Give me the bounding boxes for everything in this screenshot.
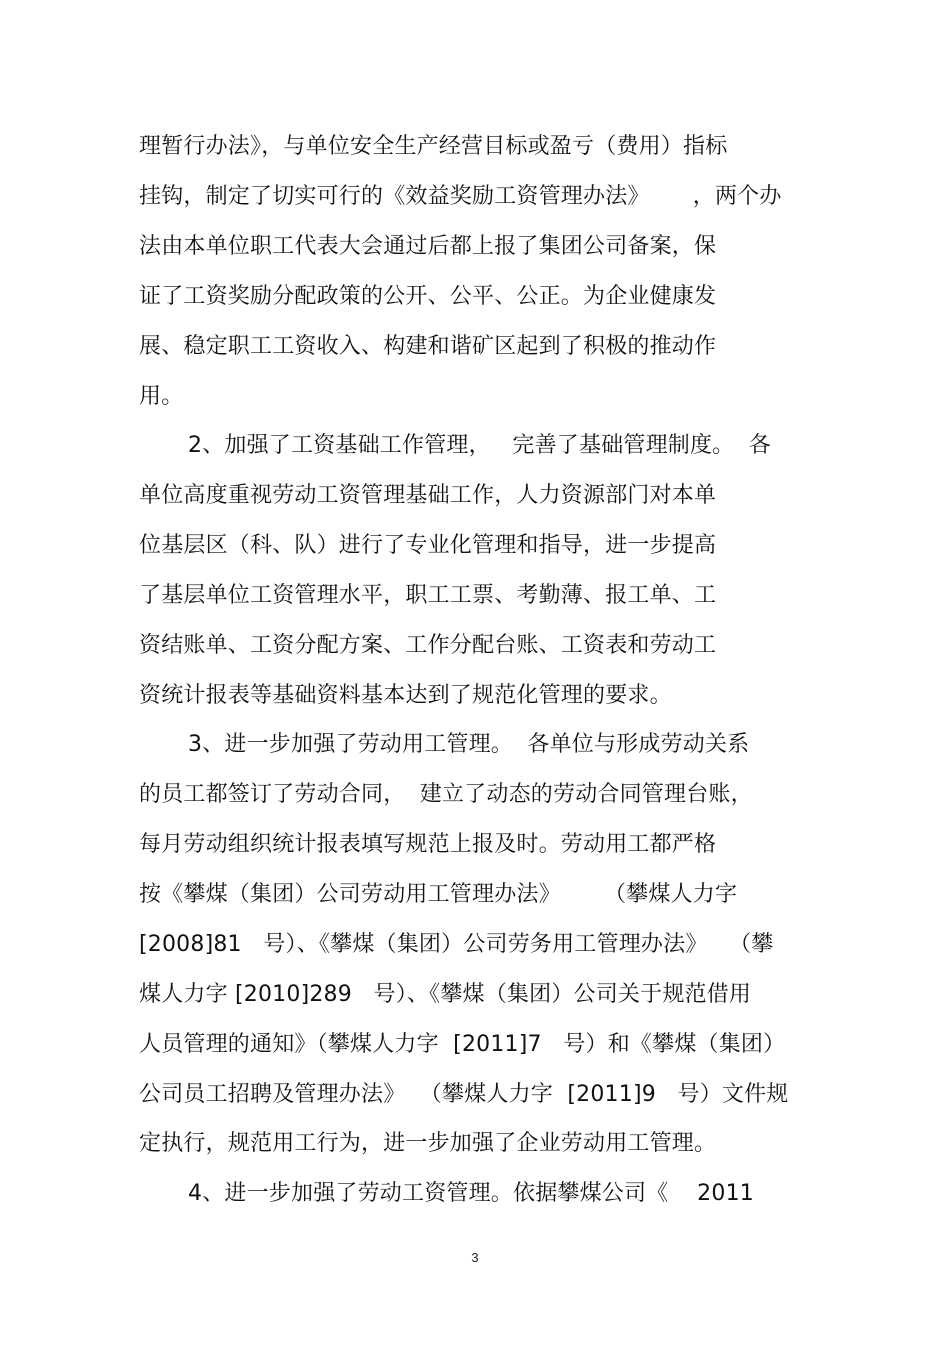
text-line: 资统计报表等基础资料基本达到了规范化管理的要求。	[139, 683, 672, 708]
text-line: 了基层单位工资管理水平，职工工票、考勤薄、报工单、工	[139, 583, 717, 608]
text-line: 每月劳动组织统计报表填写规范上报及时。劳动用工都严格	[139, 832, 717, 857]
text-line: [2008]81 号）、《攀煤（集团）公司劳务用工管理办法》 （攀	[139, 932, 774, 957]
paragraph-heading: 3、进一步加强了劳动用工管理。 各单位与形成劳动关系	[188, 732, 750, 757]
text-line: 单位高度重视劳动工资管理基础工作，人力资源部门对本单	[139, 483, 717, 508]
text-line: 煤人力字 [2010]289 号）、《攀煤（集团）公司关于规范借用	[139, 982, 752, 1007]
text-line: 公司员工招聘及管理办法》 （攀煤人力字 [2011]9 号）文件规	[139, 1082, 789, 1107]
text-line: 资结账单、工资分配方案、工作分配台账、工资表和劳动工	[139, 633, 717, 658]
text-line: 定执行，规范用工行为，进一步加强了企业劳动用工管理。	[139, 1131, 717, 1156]
text-line: 的员工都签订了劳动合同， 建立了动态的劳动合同管理台账，	[139, 782, 753, 807]
page-number: 3	[471, 1250, 479, 1265]
text-line: 按《攀煤（集团）公司劳动用工管理办法》 （攀煤人力字	[139, 882, 738, 907]
paragraph-heading: 4、进一步加强了劳动工资管理。依据攀煤公司《 2011	[188, 1181, 754, 1206]
text-line: 法由本单位职工代表大会通过后都上报了集团公司备案，保	[139, 234, 717, 259]
text-line: 展、稳定职工工资收入、构建和谐矿区起到了积极的推动作	[139, 334, 717, 359]
paragraph-heading: 2、加强了工资基础工作管理， 完善了基础管理制度。 各	[188, 433, 771, 458]
text-line: 位基层区（科、队）进行了专业化管理和指导，进一步提高	[139, 533, 717, 558]
text-line: 人员管理的通知》（攀煤人力字 [2011]7 号）和《攀煤（集团）	[139, 1032, 786, 1057]
text-line: 理暂行办法》，与单位安全生产经营目标或盈亏（费用）指标	[139, 134, 728, 159]
text-line: 用。	[139, 384, 184, 409]
text-line: 挂钩，制定了切实可行的《效益奖励工资管理办法》 ，两个办	[139, 184, 782, 209]
text-line: 证了工资奖励分配政策的公开、公平、公正。为企业健康发	[139, 284, 717, 309]
